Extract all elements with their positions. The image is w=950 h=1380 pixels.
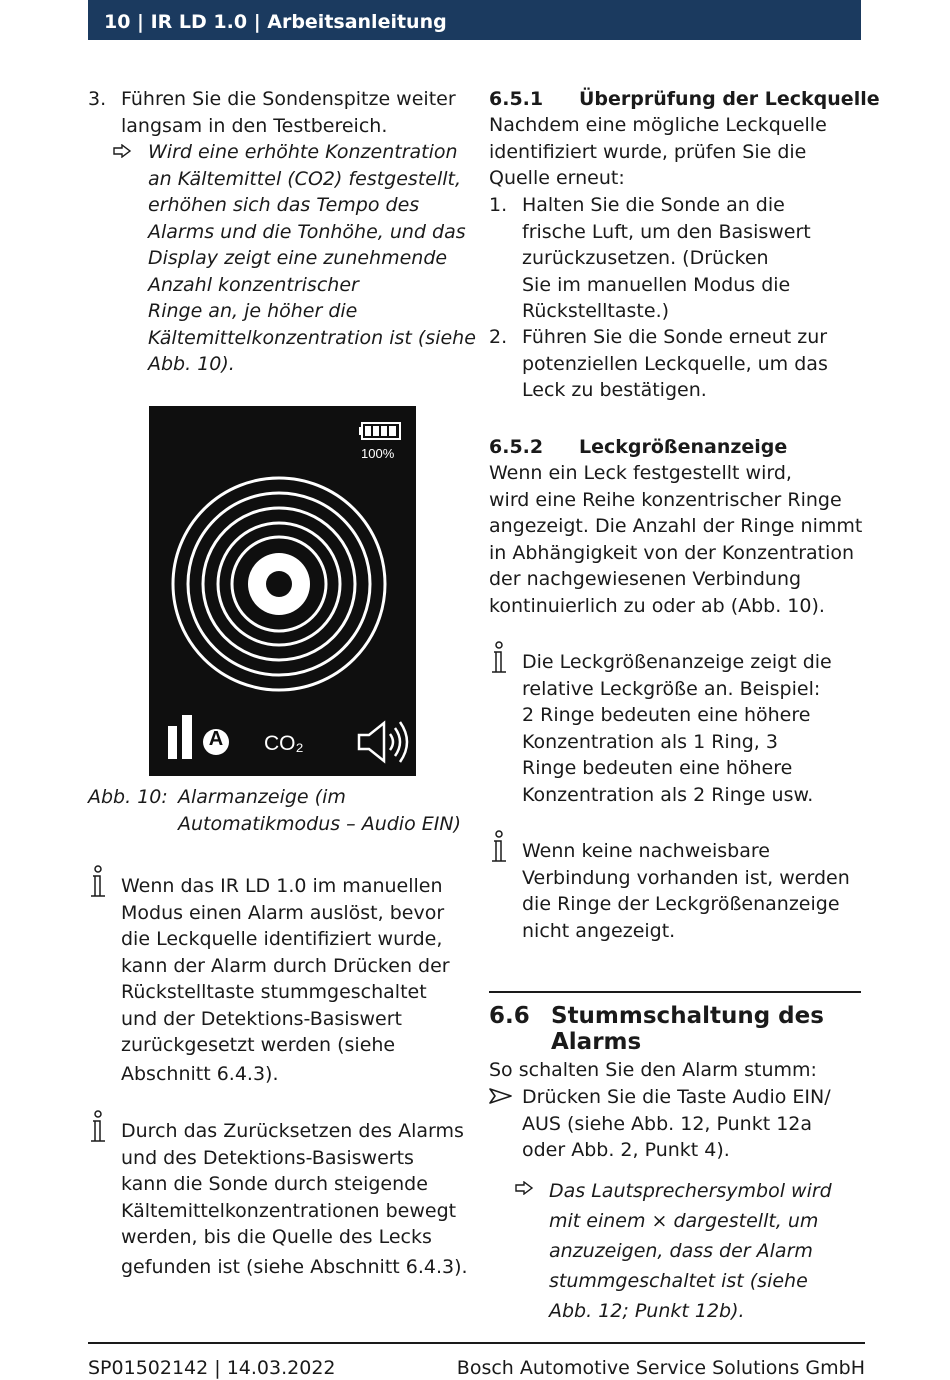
section-divider xyxy=(489,991,861,993)
section-6-5-1-step-2: Führen Sie die Sonde erneut zur potenziellen Leckquelle, um das Leck zu bestätigen. xyxy=(522,326,828,401)
page-header xyxy=(88,0,861,40)
info-icon xyxy=(488,830,510,866)
step-number: 3. xyxy=(88,88,107,110)
footer-divider xyxy=(88,1342,865,1344)
info-icon xyxy=(87,1110,109,1146)
footer-doc-id: SP01502142 | 14.03.2022 xyxy=(88,1357,336,1379)
display-graphics xyxy=(149,406,416,776)
section-6-5-1-intro: Nachdem eine mögliche Leckquelle identifiziert wurde, prüfen Sie die Quelle erneut: xyxy=(489,114,827,189)
section-6-5-1-title: Überprüfung der Leckquelle xyxy=(579,88,880,110)
note-leak-size: Die Leckgrößenanzeige zeigt die relative Leckgröße an. Beispiel: 2 Ringe bedeuten eine höhere Konzentration als 1 Ring, 3 Ringe bedeuten eine höhere Konzentration als 2 Ringe usw. xyxy=(522,651,832,806)
info-icon xyxy=(87,865,109,901)
result-arrow-icon xyxy=(113,144,133,158)
gas-label: CO₂ xyxy=(264,732,304,755)
note-manual-alarm: Wenn das IR LD 1.0 im manuellen Modus einen Alarm auslöst, bevor die Leckquelle identifiziert wurde, kann der Alarm durch Drücken der Rückstelltaste stummgeschaltet und der Detektions-Basiswert zurückgesetzt werden (siehe Abschnitt 6.4.3). xyxy=(121,875,450,1085)
speaker-icon xyxy=(359,722,407,762)
action-arrow-icon xyxy=(489,1088,513,1104)
figure-caption-label: Abb. 10: xyxy=(88,786,168,808)
section-6-6-action: Drücken Sie die Taste Audio EIN/ AUS (siehe Abb. 12, Punkt 12a oder Abb. 2, Punkt 4). xyxy=(522,1086,831,1161)
section-6-5-1-number: 6.5.1 xyxy=(489,88,544,110)
step-number: 2. xyxy=(489,326,508,348)
info-icon xyxy=(488,641,510,677)
note-reset-alarm: Durch das Zurücksetzen des Alarms und des Detektions-Basiswerts kann die Sonde durch steigende Kältemittelkonzentrationen bewegt werden, bis die Quelle des Lecks gefunden ist (siehe Abschnitt 6.4.3). xyxy=(121,1120,468,1278)
header-title: 10 | IR LD 1.0 | Arbeitsanleitung xyxy=(104,11,447,33)
step-number: 1. xyxy=(489,194,508,216)
section-6-5-2-text: Wenn ein Leck festgestellt wird, wird eine Reihe konzentrischer Ringe angezeigt. Die Anzahl der Ringe nimmt in Abhängigkeit von der Konzentration der nachgewiesenen Verbindung kontinuierlich zu oder ab (Abb. 10). xyxy=(489,462,863,617)
step-3-text: Führen Sie die Sondenspitze weiter langsam in den Testbereich. xyxy=(121,88,456,137)
section-6-6-title: Stummschaltung des Alarms xyxy=(551,1003,824,1055)
step-3-result: Wird eine erhöhte Konzentration an Kältemittel (CO2) festgestellt, erhöhen sich das Tempo des Alarms und die Tonhöhe, und das Display zeigt eine zunehmende Anzahl konzentrischer Ringe an, je höher die Kältemittelkonzentration ist (siehe Abb. 10). xyxy=(148,141,476,375)
signal-bars-icon xyxy=(168,715,192,759)
result-arrow-icon xyxy=(515,1181,535,1195)
alarm-display-figure xyxy=(149,406,416,776)
section-6-5-2-number: 6.5.2 xyxy=(489,436,544,458)
section-6-6-number: 6.6 xyxy=(489,1003,530,1029)
section-6-5-1-step-1: Halten Sie die Sonde an die frische Luft, um den Basiswert zurückzusetzen. (Drücken Sie im manuellen Modus die Rückstelltaste.) xyxy=(522,194,811,322)
section-6-5-2-title: Leckgrößenanzeige xyxy=(579,436,788,458)
note-no-connection: Wenn keine nachweisbare Verbindung vorhanden ist, werden die Ringe der Leckgrößenanzeige nicht angezeigt. xyxy=(522,840,850,942)
figure-caption: Alarmanzeige (im Automatikmodus – Audio EIN) xyxy=(178,786,461,835)
footer-company: Bosch Automotive Service Solutions GmbH xyxy=(456,1357,865,1379)
mode-letter: A xyxy=(208,728,224,750)
section-6-6-intro: So schalten Sie den Alarm stumm: xyxy=(489,1059,817,1081)
battery-percent: 100% xyxy=(361,446,395,461)
battery-icon xyxy=(359,423,400,439)
section-6-6-result: Das Lautsprechersymbol wird mit einem × dargestellt, um anzuzeigen, dass der Alarm stummgeschaltet ist (siehe Abb. 12; Punkt 12b). xyxy=(549,1180,832,1322)
